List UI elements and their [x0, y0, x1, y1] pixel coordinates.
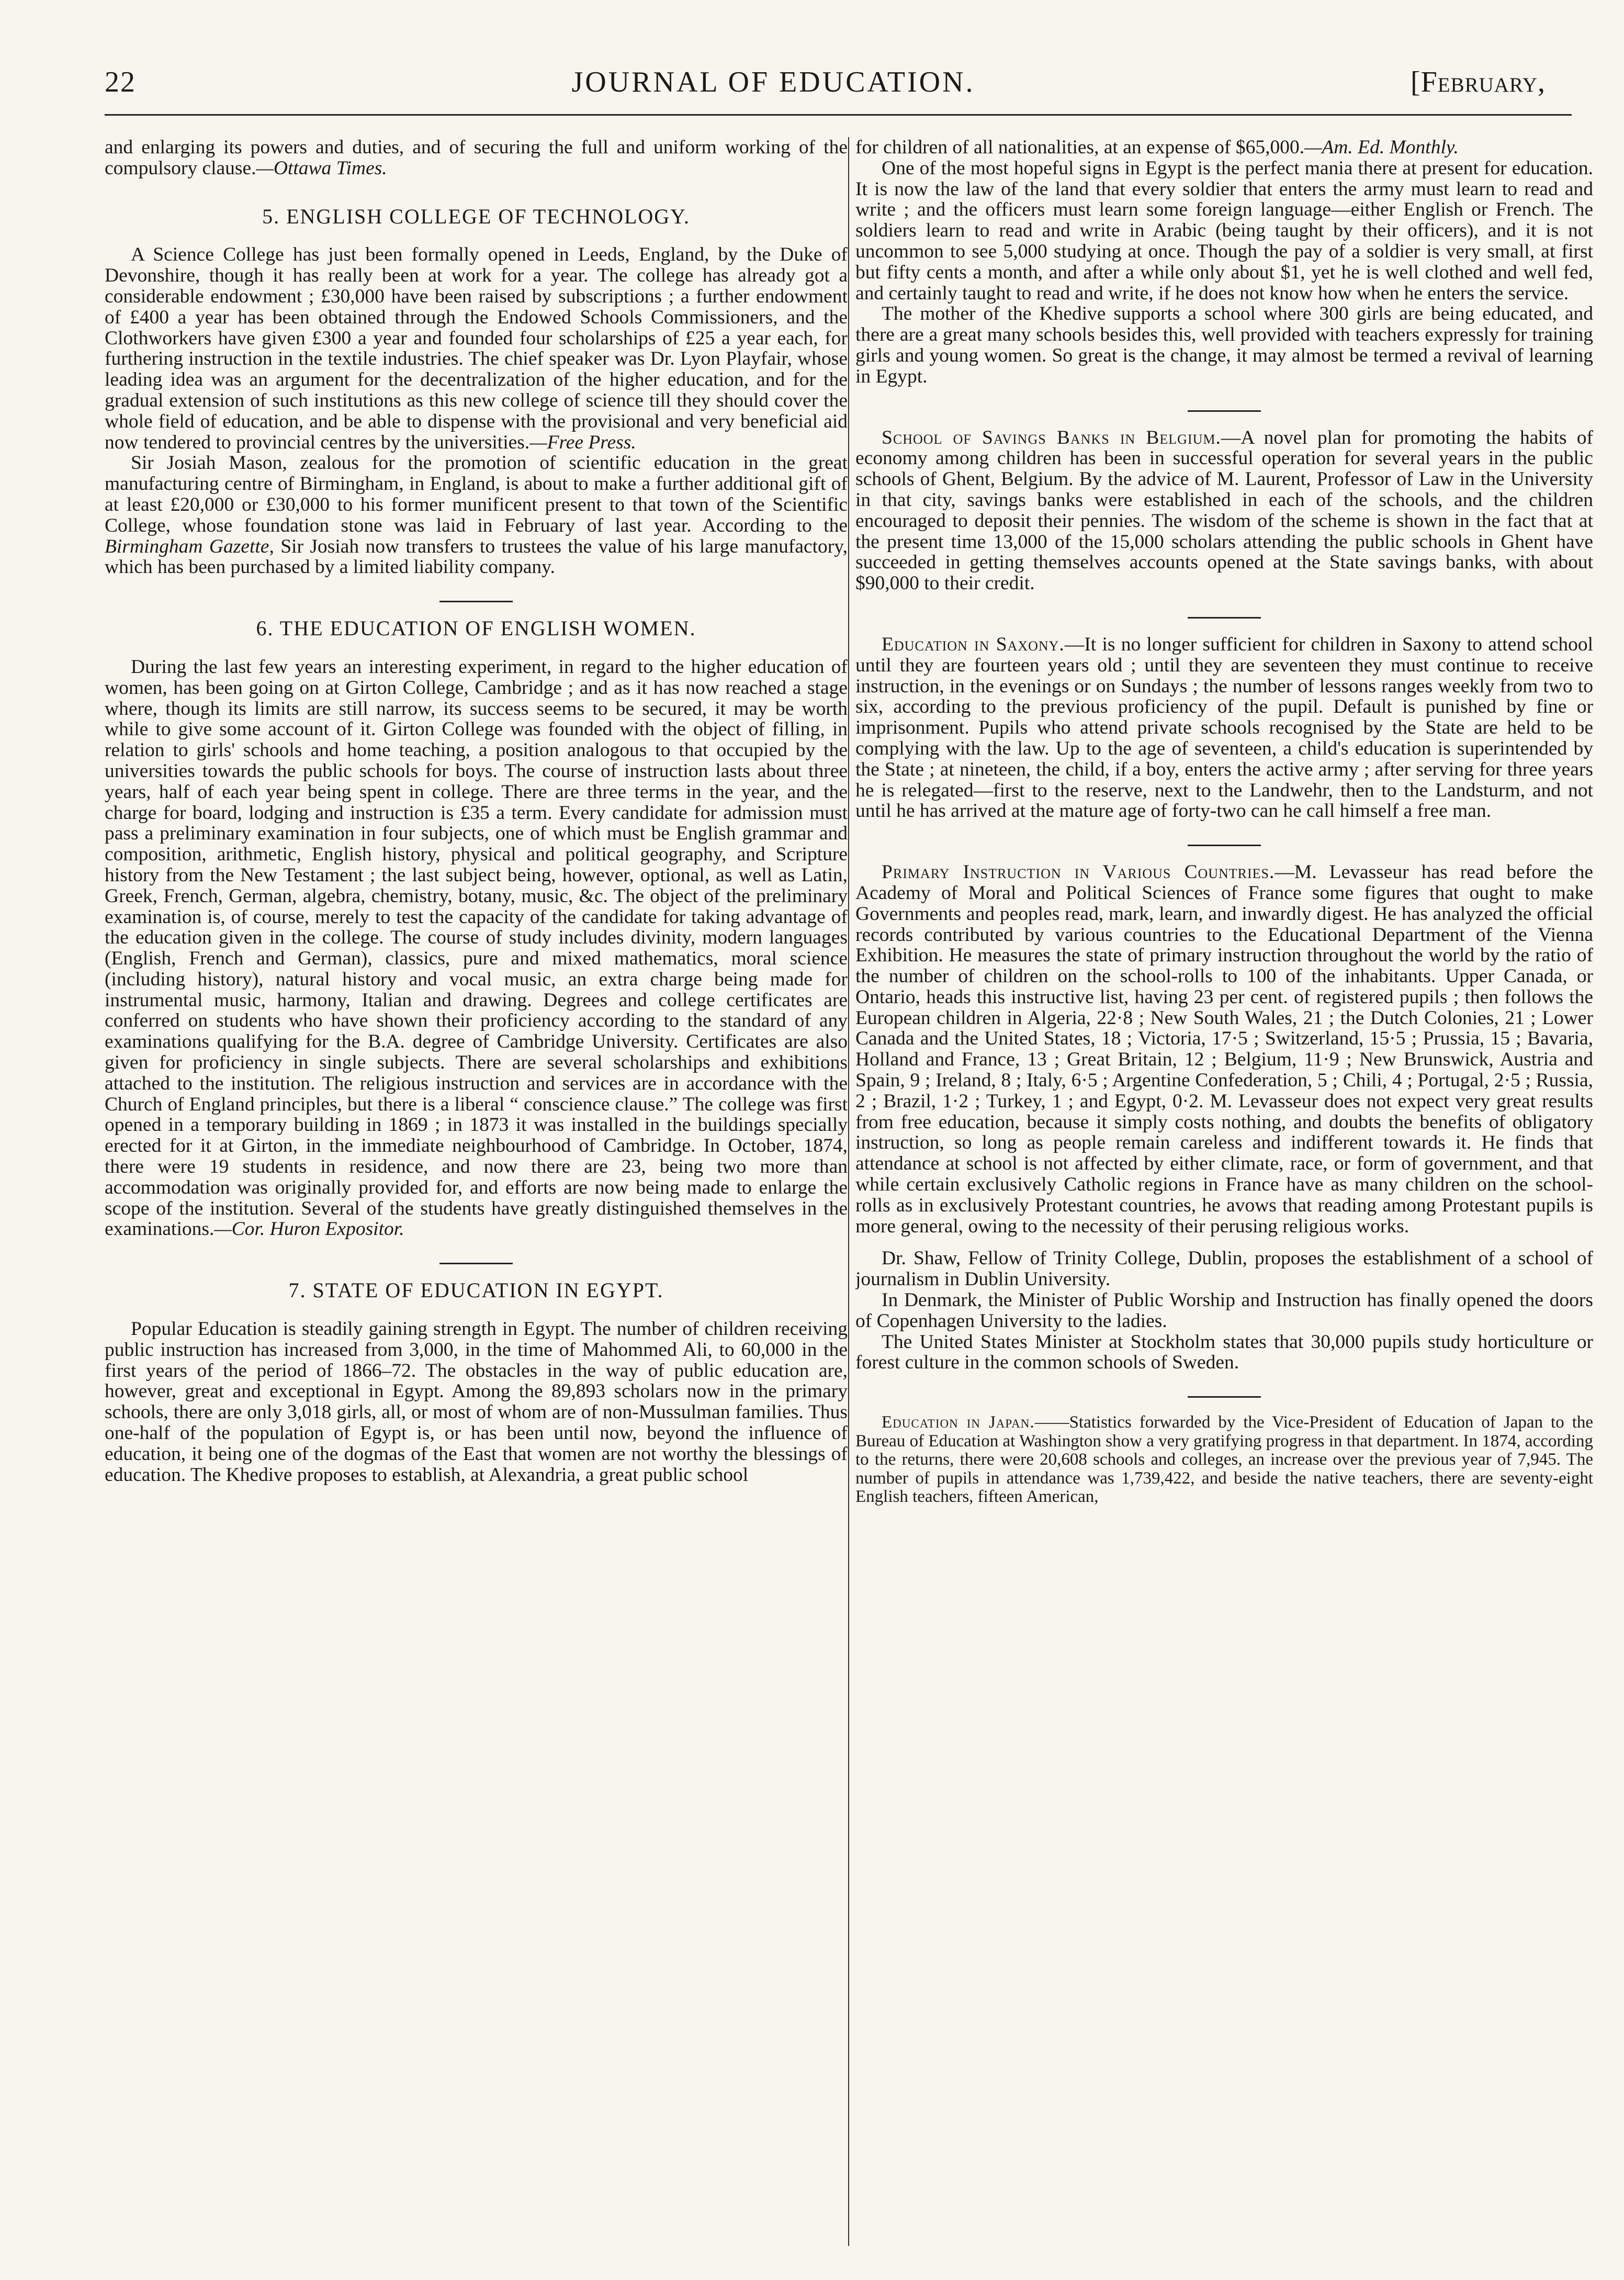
running-head [105, 59, 1546, 106]
section-6-text: During the last few years an interesting experiment, in regard to the higher education of women, has been going on at Girton College, Cambridge ; and as it has now reached a stage where, though its limits are still narrow, its success seems to be secured, it may be worth while to give some account of it. Girton College was founded with the object of filling, in relation to girls' schools and home teaching, a position analogous to that occupied by the universities towards the public schools for boys. The course of instruction lasts about three years, half of each year being spent in college. There are three terms in the year, and the charge for board, lodging and instruction is £35 a term. Every candidate for admission must pass a preliminary examination in four subjects, one of which must be English grammar and composition, arithmetic, English history, physical and political geography, and Scripture history from the New Testament ; the last subject being, however, optional, as well as Latin, Greek, French, German, algebra, chemistry, botany, music, &c. The object of the preliminary examination is, of course, merely to test the capacity of the candidate for taking advantage of the education given in the college. The course of study includes divinity, modern languages (English, French and German), classics, pure and mixed mathematics, moral science (including history), natural history and vocal music, an extra charge being made for instrumental music, harmony, Italian and drawing. Degrees and college certificates are conferred on students who have shown their proficiency according to the standard of any examinations qualifying for the B.A. degree of Cambridge University. Certificates are also given for proficiency in single subjects. There are several scholarships and exhibitions attached to the institution. The religious instruction and services are in accordance with the Church of England principles, but there is a liberal “ conscience clause.” The college was first opened in a temporary building in 1869 ; in 1873 it was installed in the buildings specially erected for it at Girton, in the immediate neighbourhood of Cambridge. In October, 1874, there were 19 students in residence, and now there are 23, being two more than accommodation was originally provided for, and efforts are now being made to enlarge the scope of the institution. Several of the students have greatly distinguished themselves in the examinations. [105, 656, 848, 1240]
saxony-text: —It is no longer sufficient for children in Saxony to attend school until they are fourteen years old ; until they are seventeen they must continue to receive instruction, in the evenings or on Sundays ; the number of lessons ranges weekly from two to six, according to the previous proficiency of the pupil. Default is punished by fine or imprisonment. Pupils who attend private schools recognised by the State are held to be complying with the law. Up to the age of seventeen, a child's education is superintended by the State ; at nineteen, the child, if a boy, enters the active army ; after serving for three years he is relegated—first to the reserve, next to the Landwehr, then to the Landsturm, and not until he has arrived at the mature age of forty-two can he call himself a free man. [855, 633, 1593, 822]
saxony-title: Education in Saxony. [882, 633, 1065, 655]
japan-title: Education in Japan. [882, 1413, 1035, 1432]
header-rule [105, 114, 1572, 116]
egypt-paragraph-3: The mother of the Khedive supports a school where 300 girls are being educated, and there are a great many schools besides this, well provided with teachers expressly for training girls and young women. So great is the change, it may almost be termed a revival of learning in Egypt. [855, 303, 1593, 387]
section-rule [439, 601, 513, 602]
section-7-heading: 7. STATE OF EDUCATION IN EGYPT. [288, 1278, 664, 1302]
egypt-continuation-source: —Am. Ed. Monthly. [1304, 137, 1459, 158]
issue-month: [February, [1410, 66, 1546, 98]
item-rule [1188, 845, 1261, 846]
egypt-paragraph-2: One of the most hopeful signs in Egypt is the perfect mania there at present for education. It is now the law of the land that every soldier that enters the army must learn to read and write ; and the officers must learn some foreign language—either English or French. The soldiers learn to read and write in Arabic (being taught by their officers), and it is not uncommon to see 5,000 studying at once. Though the pay of a soldier is very small, at first but fifty cents a month, and after a while only about $1, yet he is well clothed and well fed, and certainly taught to read and write, if he does not know how when he enters the service. [855, 157, 1593, 304]
section-rule [439, 1263, 513, 1264]
primary-instruction-title: Primary Instruction in Various Countries. [882, 861, 1275, 883]
page-number: 22 [105, 66, 136, 98]
egypt-continuation [855, 137, 1593, 158]
journal-title: JOURNAL OF EDUCATION. [571, 66, 975, 98]
section-7-paragraph: Popular Education is steadily gaining strength in Egypt. The number of children receiving public instruction has increased from 3,000, in the time of Mahommed Ali, to 60,000 in the first years of the period of 1866–72. The obstacles in the way of public education are, however, great and exceptional in Egypt. Among the 89,893 scholars now in the primary schools, there are only 3,018 girls, all, or most of whom are of non-Mussulman families. Thus one-half of the population of Egypt is, or has been until now, beyond the influence of education, it being one of the dogmas of the East that women are not worthy the blessings of education. The Khedive proposes to establish, at Alexandria, a great public school [105, 1318, 848, 1486]
intro-source: —Ottawa Times. [256, 157, 387, 179]
japan-item [855, 1413, 1593, 1507]
belgium-item [855, 428, 1593, 594]
section-5-heading: 5. ENGLISH COLLEGE OF TECHNOLOGY. [262, 204, 690, 228]
primary-instruction-item [855, 862, 1593, 1237]
belgium-title: School of Savings Banks in Belgium. [882, 426, 1221, 448]
japan-text: ——Statistics forwarded by the Vice-President of Education of Japan to the Bureau of Education at Washington show a very gratifying progress in that department. In 1874, according to the returns, there were 20,608 schools and colleges, an increase over the previous year of 7,945. The number of pupils in attendance was 1,739,422, and beside the native teachers, there are seventy-eight English teachers, fifteen American, [855, 1413, 1593, 1507]
intro-text: and enlarging its powers and duties, and of securing the full and uniform working of the compulsory clause. [105, 137, 848, 179]
sweden-item: The United States Minister at Stockholm states that 30,000 pupils study horticulture or forest culture in the common schools of Sweden. [855, 1331, 1593, 1374]
belgium-text: —A novel plan for promoting the habits of economy among children has been in successful operation for several years in the public schools of Ghent, Belgium. By the advice of M. Laurent, Professor of Law in the University in that city, savings banks were established in each of the schools, and the children encouraged to deposit their pennies. The wisdom of the scheme is shown in the fact that at the present time 13,000 of the 15,000 scholars attending the public schools in Ghent have succeeded in getting themselves accounts opened at the State savings banks, with about $90,000 to their credit. [855, 426, 1593, 594]
egypt-continuation-text: for children of all nationalities, at an expense of $65,000. [855, 137, 1305, 158]
section-5-text-1: A Science College has just been formally opened in Leeds, England, by the Duke of Devonshire, though it has really been at work for a year. The college has already got a considerable endowment ; £30,000 have been raised by subscriptions ; a further endowment of £400 a year has been obtained through the Endowed Schools Commissioners, and the Clothworkers have given £300 a year and founded four scholarships of £25 a year each, for furthering instruction in the textile industries. The chief speaker was Dr. Lyon Playfair, whose leading idea was an argument for the decentralization of the higher education, and for the gradual extension of such institutions as this new college of science till they should cover the whole field of education, and be able to dispense with the provisional and very beneficial aid now tendered to provincial centres by the universities. [105, 244, 848, 453]
section-5-paragraph-2 [105, 453, 848, 578]
item-rule [1188, 410, 1261, 412]
item-rule [1188, 1396, 1261, 1398]
shaw-item: Dr. Shaw, Fellow of Trinity College, Dublin, proposes the establishment of a school of journalism in Dublin University. [855, 1248, 1593, 1290]
section-6-paragraph [105, 657, 848, 1240]
section-5-text-2a: Sir Josiah Mason, zealous for the promotion of scientific education in the great manufacturing centre of Birmingham, in England, is about to make a further additional gift of at least £20,000 or £30,000 to his former munificent present to that town of the Scientific College, whose foundation stone was laid in February of last year. According to the [105, 452, 848, 536]
intro-paragraph [105, 137, 848, 179]
item-rule [1188, 617, 1261, 619]
primary-instruction-text: —M. Levasseur has read before the Academy of Moral and Political Sciences of France some figures that ought to make Governments and peoples read, mark, learn, and inwardly digest. He has analyzed the official records contributed by various countries to the Educational Department of the Vienna Exhibition. He measures the state of primary instruction throughout the world by the ratio of the number of children on the school-rolls to 100 of the inhabitants. Upper Canada, or Ontario, heads this instructive list, having 23 per cent. of registered pupils ; then follows the European children in Algeria, 22·8 ; New South Wales, 21 ; the Dutch Colonies, 21 ; Lower Canada and the United States, 18 ; Victoria, 17·5 ; Switzerland, 15·5 ; Prussia, 15 ; Bavaria, Holland and France, 13 ; Great Britain, 12 ; Belgium, 11·9 ; New Brunswick, Austria and Spain, 9 ; Ireland, 8 ; Italy, 6·5 ; Argentine Confederation, 5 ; Chili, 4 ; Portugal, 2·5 ; Russia, 2 ; Brazil, 1·2 ; Turkey, 1 ; and Egypt, 0·2. M. Levasseur does not expect very great results from free education, because it simply costs nothing, and doubts the benefits of obligatory instruction, so long as people remain careless and indifferent towards it. He finds that attendance at school is not affected by either climate, race, or form of government, and that while certain exclusively Catholic regions in France have as many children on the school-rolls as in exclusively Protestant countries, he avows that reading among Protestant pupils is more general, owing to the necessity of their perusing religious works. [855, 861, 1593, 1237]
section-5-paragraph-1 [105, 244, 848, 453]
section-6-heading: 6. THE EDUCATION OF ENGLISH WOMEN. [256, 616, 696, 641]
newspaper-name: Birmingham Gazette [105, 535, 269, 557]
section-6-source: —Cor. Huron Expositor. [214, 1218, 404, 1240]
column-divider [848, 137, 849, 2246]
denmark-item: In Denmark, the Minister of Public Worship and Instruction has finally opened the doors of Copenhagen University to the ladies. [855, 1289, 1593, 1332]
right-column [855, 137, 1593, 2246]
left-column [105, 137, 848, 2246]
section-5-text-2b: , Sir Josiah now transfers to trustees the value of his large manufactory, which has been purchased by a limited liability company. [105, 535, 848, 578]
saxony-item [855, 634, 1593, 822]
section-5-source: —Free Press. [529, 431, 636, 453]
